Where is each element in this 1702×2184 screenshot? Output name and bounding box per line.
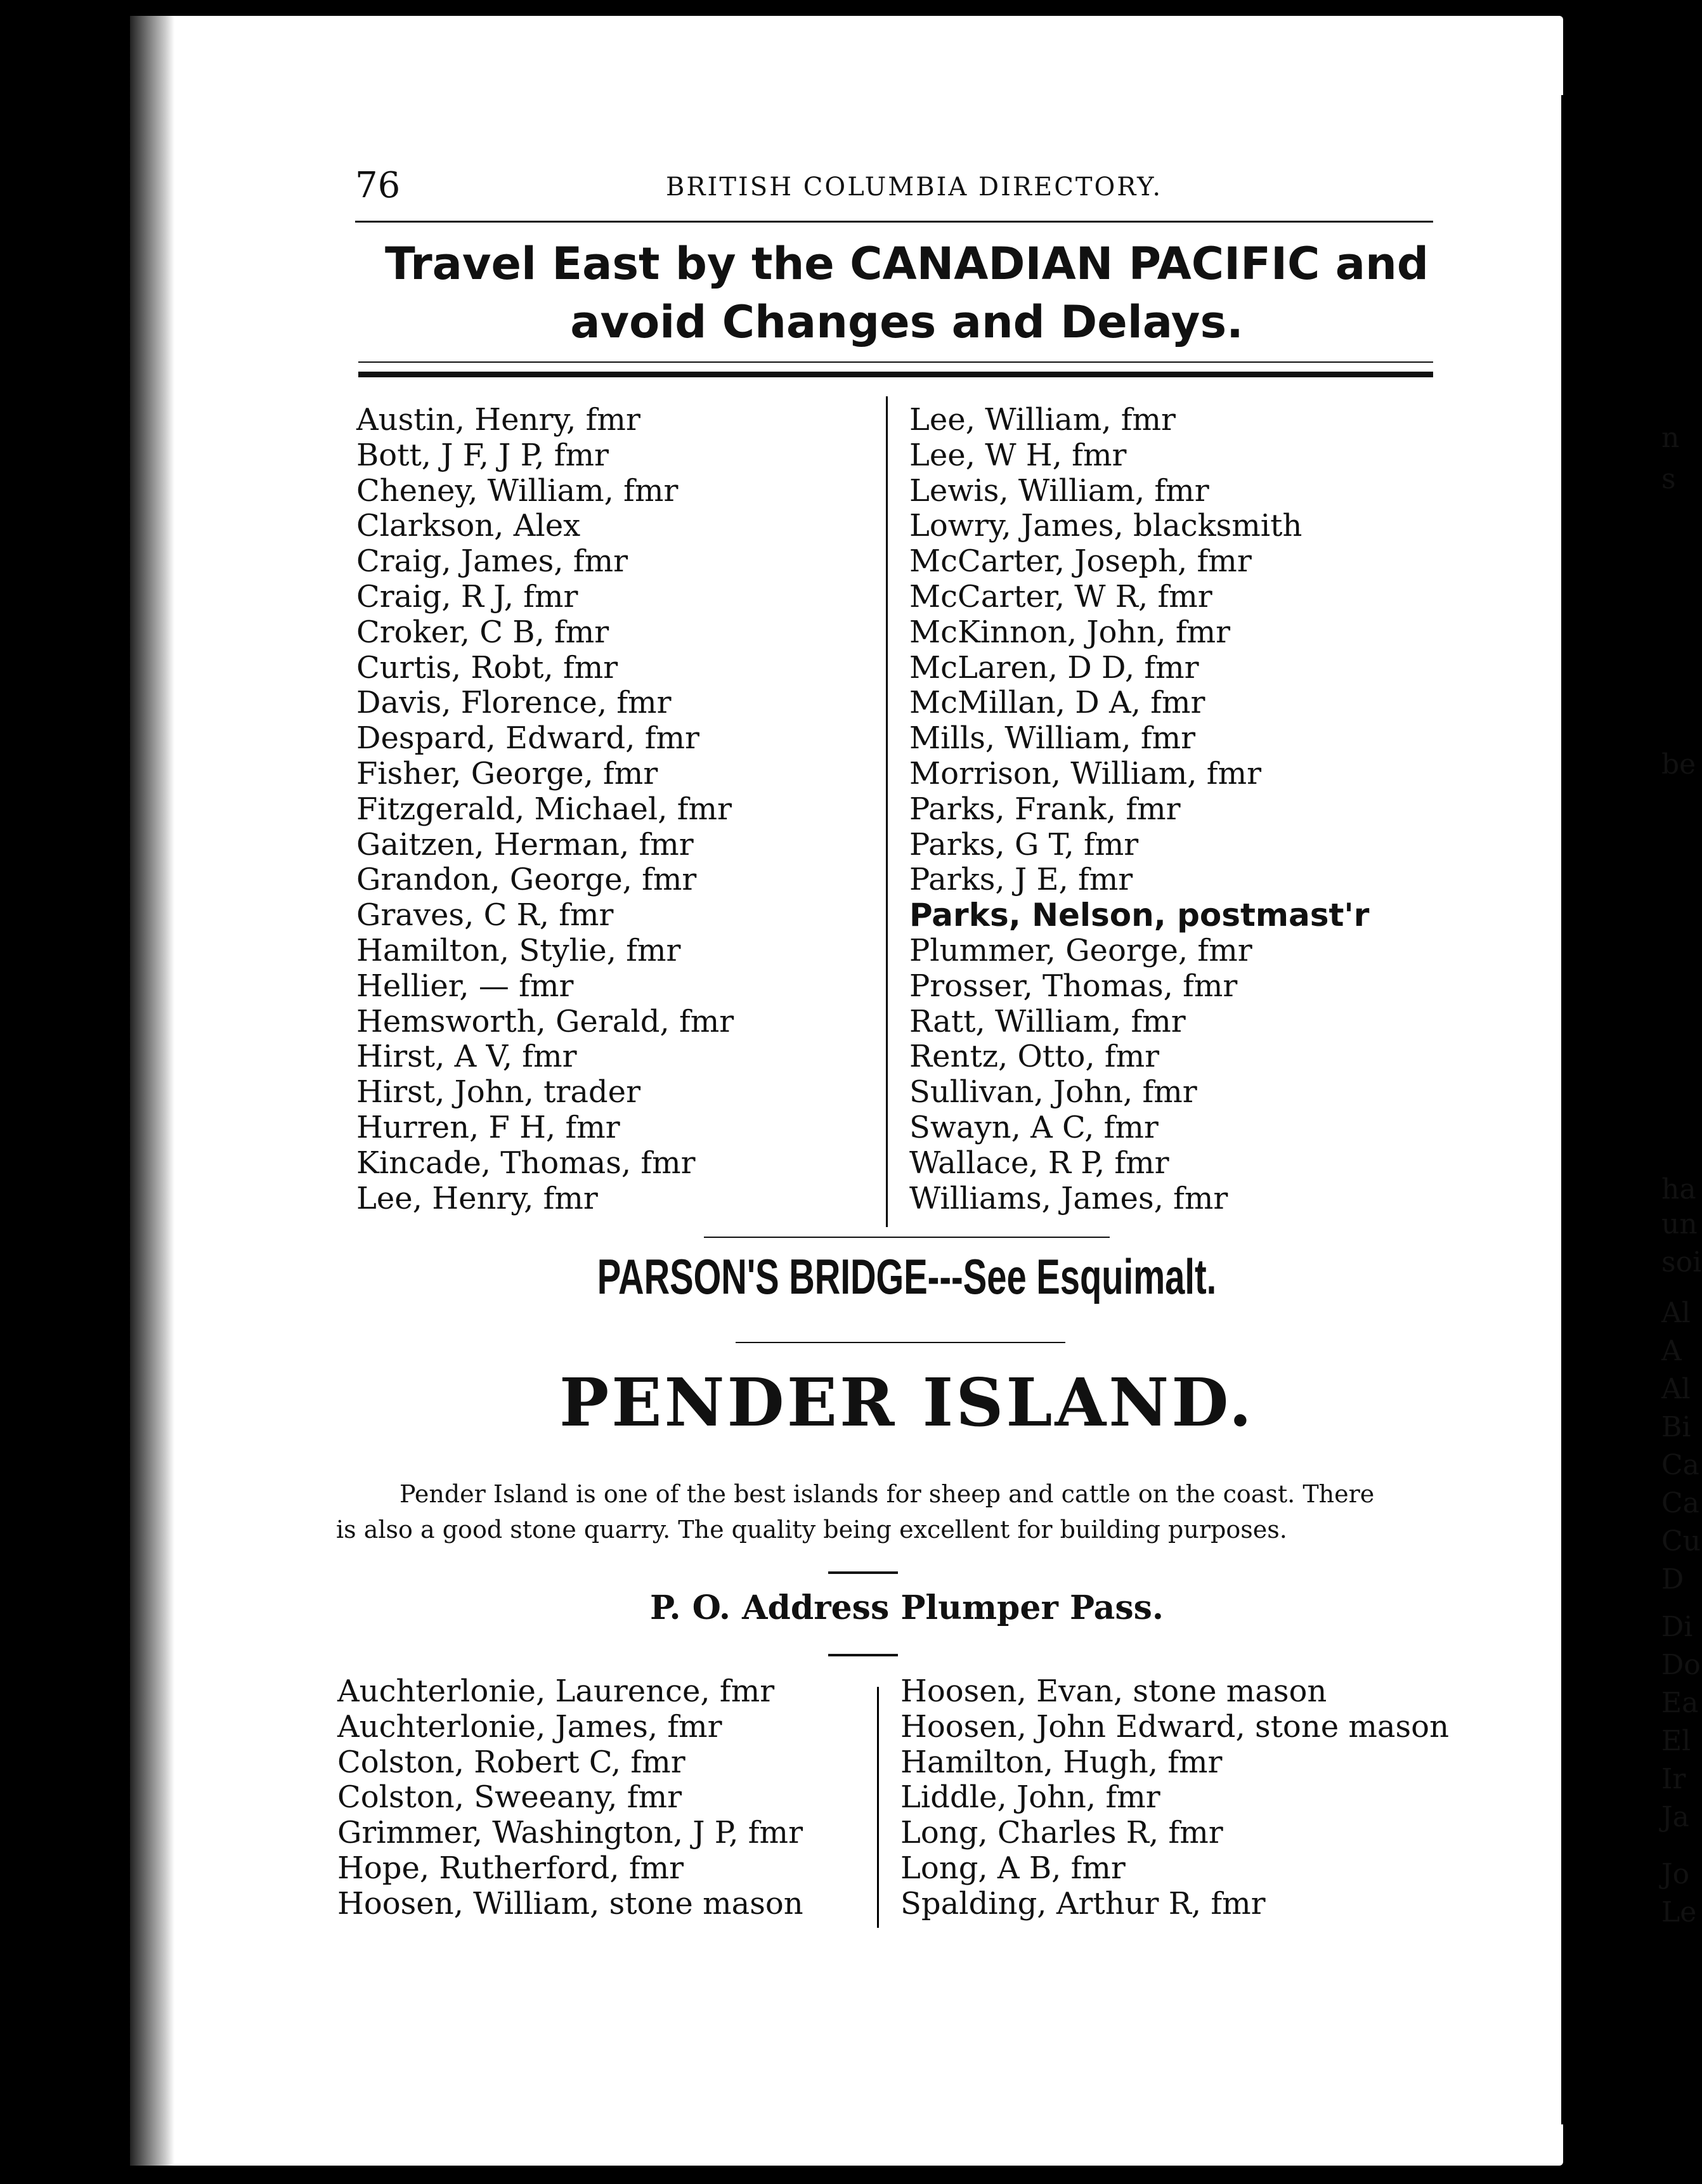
listing2-right-column — [900, 1674, 1449, 1922]
listing2-left-column — [337, 1674, 803, 1922]
listing1-right-column — [909, 403, 1369, 1216]
directory-entry: Mills, William, fmr — [909, 720, 1196, 757]
facing-page-fragment: Ea — [1661, 1687, 1699, 1719]
directory-entry: Hemsworth, Gerald, fmr — [356, 1003, 734, 1039]
directory-entry: Williams, James, fmr — [909, 1180, 1228, 1216]
facing-page-fragment: Bi — [1661, 1411, 1691, 1443]
directory-entry: Hoosen, William, stone mason — [337, 1885, 803, 1921]
directory-entry: Rentz, Otto, fmr — [909, 1039, 1160, 1075]
directory-entry: Morrison, William, fmr — [909, 755, 1262, 791]
directory-entry: Graves, C R, fmr — [356, 897, 614, 933]
directory-entry: Parks, J E, fmr — [909, 862, 1133, 898]
directory-entry: McKinnon, John, fmr — [909, 614, 1231, 650]
directory-entry: Hoosen, John Edward, stone mason — [900, 1708, 1449, 1745]
directory-entry: Despard, Edward, fmr — [356, 720, 699, 757]
facing-page-fragment: ha — [1661, 1173, 1696, 1206]
facing-page-fragment: Ca — [1661, 1487, 1699, 1519]
facing-page-fragment: soi — [1661, 1246, 1702, 1278]
description-line-1: Pender Island is one of the best islands for sheep and cattle on the coast. There — [400, 1480, 1375, 1508]
directory-entry: Long, Charles R, fmr — [900, 1815, 1223, 1851]
running-title: BRITISH COLUMBIA DIRECTORY. — [666, 172, 1163, 202]
directory-entry: Hoosen, Evan, stone mason — [900, 1674, 1327, 1709]
section-rule — [736, 1342, 1065, 1343]
directory-entry: McCarter, W R, fmr — [909, 578, 1212, 614]
facing-page-fragment: Ir — [1661, 1763, 1686, 1795]
facing-page-fragment: Do — [1661, 1649, 1701, 1681]
directory-entry: Bott, J F, J P, fmr — [356, 437, 609, 473]
section-title: PENDER ISLAND. — [559, 1363, 1254, 1441]
advert-line-1: Travel East by the CANADIAN PACIFIC and — [385, 238, 1429, 290]
po-address: P. O. Address Plumper Pass. — [649, 1589, 1164, 1627]
directory-entry: McLaren, D D, fmr — [909, 649, 1199, 686]
directory-entry: Grimmer, Washington, J P, fmr — [337, 1815, 803, 1851]
directory-entry: Parks, G T, fmr — [909, 826, 1139, 862]
directory-entry: Colston, Robert C, fmr — [337, 1744, 685, 1780]
directory-entry: Grandon, George, fmr — [356, 862, 697, 898]
facing-page-fragment: D — [1661, 1563, 1684, 1596]
column-divider — [877, 1687, 879, 1928]
short-rule — [828, 1571, 898, 1574]
directory-entry: Parks, Frank, fmr — [909, 791, 1181, 827]
directory-entry: Swayn, A C, fmr — [909, 1109, 1159, 1145]
facing-page-fragment: be — [1661, 748, 1696, 781]
directory-entry: Gaitzen, Herman, fmr — [356, 826, 694, 862]
directory-entry: Liddle, John, fmr — [900, 1779, 1160, 1816]
directory-entry: McCarter, Joseph, fmr — [909, 543, 1252, 580]
advert-line-2: avoid Changes and Delays. — [570, 296, 1244, 348]
directory-entry: Spalding, Arthur R, fmr — [900, 1885, 1266, 1921]
listing1-left-column — [356, 403, 734, 1216]
directory-entry: Davis, Florence, fmr — [356, 685, 672, 721]
directory-entry: Craig, R J, fmr — [356, 578, 578, 614]
directory-entry: Lee, W H, fmr — [909, 437, 1127, 473]
description-line-2: is also a good stone quarry. The quality being excellent for building purposes. — [336, 1516, 1287, 1544]
cross-reference: PARSON'S BRIDGE---See Esquimalt. — [597, 1249, 1217, 1304]
directory-entry: Craig, James, fmr — [356, 543, 628, 580]
directory-entry: Parks, Nelson, postmast'r — [909, 897, 1370, 934]
directory-entry: Ratt, William, fmr — [909, 1003, 1186, 1039]
facing-page-fragment: Ca — [1661, 1449, 1699, 1481]
directory-entry: Hirst, A V, fmr — [356, 1039, 577, 1075]
short-rule — [828, 1654, 898, 1656]
directory-entry: Hurren, F H, fmr — [356, 1109, 620, 1145]
section-description — [336, 1476, 1446, 1547]
page-edge-line — [1561, 95, 1565, 2124]
facing-page-fragment: El — [1661, 1725, 1691, 1757]
column-divider — [886, 396, 888, 1227]
directory-entry: Fitzgerald, Michael, fmr — [356, 791, 732, 827]
directory-entry: Fisher, George, fmr — [356, 755, 658, 791]
directory-entry: Lowry, James, blacksmith — [909, 508, 1302, 544]
facing-page-fragment: un — [1661, 1208, 1698, 1240]
directory-entry: Colston, Sweeany, fmr — [337, 1779, 682, 1816]
directory-entry: Auchterlonie, James, fmr — [337, 1708, 722, 1745]
directory-entry: Croker, C B, fmr — [356, 614, 609, 650]
header-rule — [355, 221, 1433, 223]
facing-page-fragment: s — [1661, 463, 1676, 495]
facing-page-fragment: Cu — [1661, 1525, 1701, 1557]
book-spine-shadow — [130, 16, 174, 2166]
directory-entry: Curtis, Robt, fmr — [356, 649, 618, 686]
facing-page-fragment: Al — [1661, 1373, 1691, 1405]
advert-rule-thin — [358, 361, 1433, 363]
directory-entry: Wallace, R P, fmr — [909, 1145, 1169, 1181]
directory-entry: Clarkson, Alex — [356, 508, 581, 544]
directory-entry: Cheney, William, fmr — [356, 472, 679, 509]
directory-entry: Lee, Henry, fmr — [356, 1180, 598, 1216]
section-rule — [704, 1237, 1110, 1238]
directory-entry: Long, A B, fmr — [900, 1850, 1126, 1886]
facing-page-fragment: Ja — [1661, 1801, 1689, 1833]
directory-entry: Auchterlonie, Laurence, fmr — [337, 1674, 775, 1709]
facing-page-fragment: Le — [1661, 1896, 1697, 1928]
directory-entry: Hope, Rutherford, fmr — [337, 1850, 684, 1886]
directory-entry: Kincade, Thomas, fmr — [356, 1145, 696, 1181]
advert-rule-thick — [358, 372, 1433, 377]
facing-page-fragment: Al — [1661, 1297, 1691, 1329]
directory-entry: Hirst, John, trader — [356, 1074, 641, 1110]
directory-entry: Hamilton, Stylie, fmr — [356, 932, 681, 968]
directory-entry: McMillan, D A, fmr — [909, 685, 1205, 721]
directory-entry: Plummer, George, fmr — [909, 932, 1252, 968]
facing-page-fragment: n — [1661, 422, 1680, 454]
facing-page-fragment: Jo — [1661, 1858, 1690, 1890]
directory-entry: Austin, Henry, fmr — [356, 402, 640, 438]
directory-entry: Prosser, Thomas, fmr — [909, 968, 1238, 1004]
facing-page-fragment: Di — [1661, 1611, 1693, 1643]
directory-entry: Lewis, William, fmr — [909, 472, 1209, 509]
directory-entry: Hamilton, Hugh, fmr — [900, 1744, 1223, 1780]
directory-entry: Sullivan, John, fmr — [909, 1074, 1197, 1110]
facing-page-fragment: A — [1661, 1335, 1682, 1367]
directory-entry: Lee, William, fmr — [909, 402, 1176, 438]
directory-entry: Hellier, — fmr — [356, 968, 574, 1004]
page-number: 76 — [355, 165, 401, 206]
